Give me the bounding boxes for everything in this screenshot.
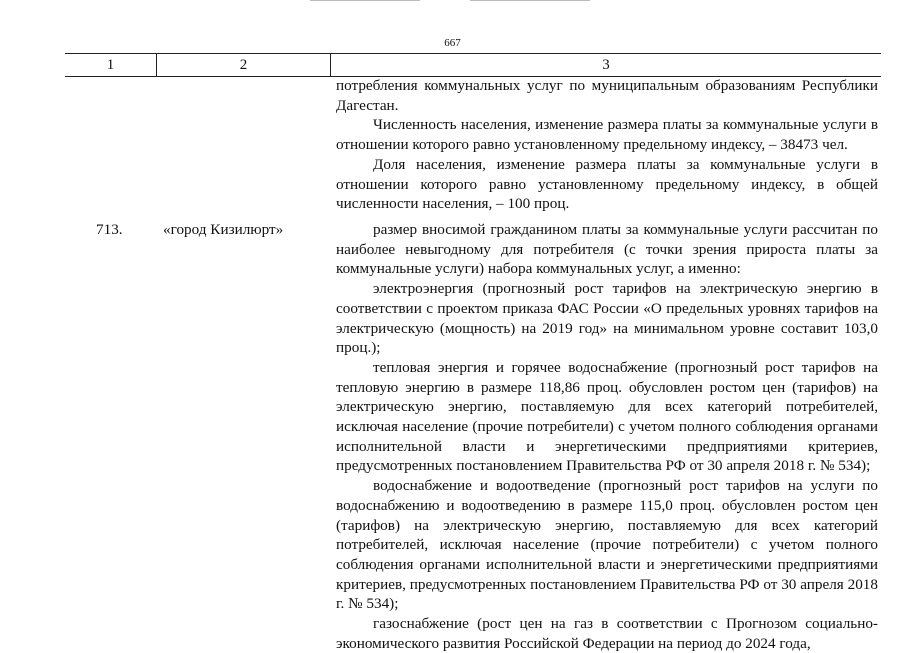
municipality-name: «город Кизилюрт» [163,221,284,238]
continued-paragraph: Численность населения, изменение размера платы за коммунальные услуги в отношении которого равно установленному предельному индексу, – 38473 чел. [336,116,878,154]
row-paragraph: электроэнергия (прогнозный рост тарифов на электрическую энергию в соответствии с проектом приказа ФАС России «О предельных уровнях тарифов на электрическую (мощность) на 2019 год» на минимальном уровне составит 103,0 проц.); [336,280,878,357]
row-paragraph: водоснабжение и водоотведение (прогнозный рост тарифов на услуги по водоснабжению и водоотведению в размере 115,0 проц. обусловлен ростом цен (тарифов) на электрическую энергию, поставляемую для всех категорий потребителей, исключая население (прочие потребители) с учетом полного соблюдения органами исполнительной власти и энергетическими предприятиями критериев, предусмотренных постановлением Правительства РФ от 30 апреля 2018 г. № 534); [336,477,878,613]
top-edge-line [310,0,420,1]
page-number: 667 [444,37,461,49]
row-paragraph: газоснабжение (рост цен на газ в соответствии с Прогнозом социально-экономического развития Российской Федерации на период до 2024 года, [336,615,878,652]
continued-paragraph: потребления коммунальных услуг по муниципальным образованиям Республики Дагестан. [336,77,878,114]
continued-text-block [336,76,878,214]
row-description [336,220,878,653]
row-paragraph: тепловая энергия и горячее водоснабжение (прогнозный рост тарифов на тепловую энергию в размере 118,86 проц. обусловлен ростом цен (тарифов) на электрическую энергию, поставляемую для всех категорий потребителей, исключая население (прочие потребители) с учетом полного соблюдения органами исполнительной власти и энергетическими предприятиями критериев, предусмотренных постановлением Правительства РФ от 30 апреля 2018 г. № 534); [336,358,878,475]
column-header-1: 1 [65,54,157,76]
continued-paragraph: Доля населения, изменение размера платы за коммунальные услуги в отношении которого равно установленному предельному индексу, в общей численности населения, – 100 проц. [336,155,878,213]
column-header-3: 3 [602,56,610,73]
row-paragraph: размер вносимой гражданином платы за коммунальные услуги рассчитан по наиболее невыгодному для потребителя (с точки зрения прироста платы за коммунальные услуги) набора коммунальных услуг, а именно: [336,221,878,278]
top-edge-line [470,0,590,1]
table-header-row [65,53,881,77]
row-number: 713. [96,221,123,238]
column-header-2: 2 [157,54,331,76]
